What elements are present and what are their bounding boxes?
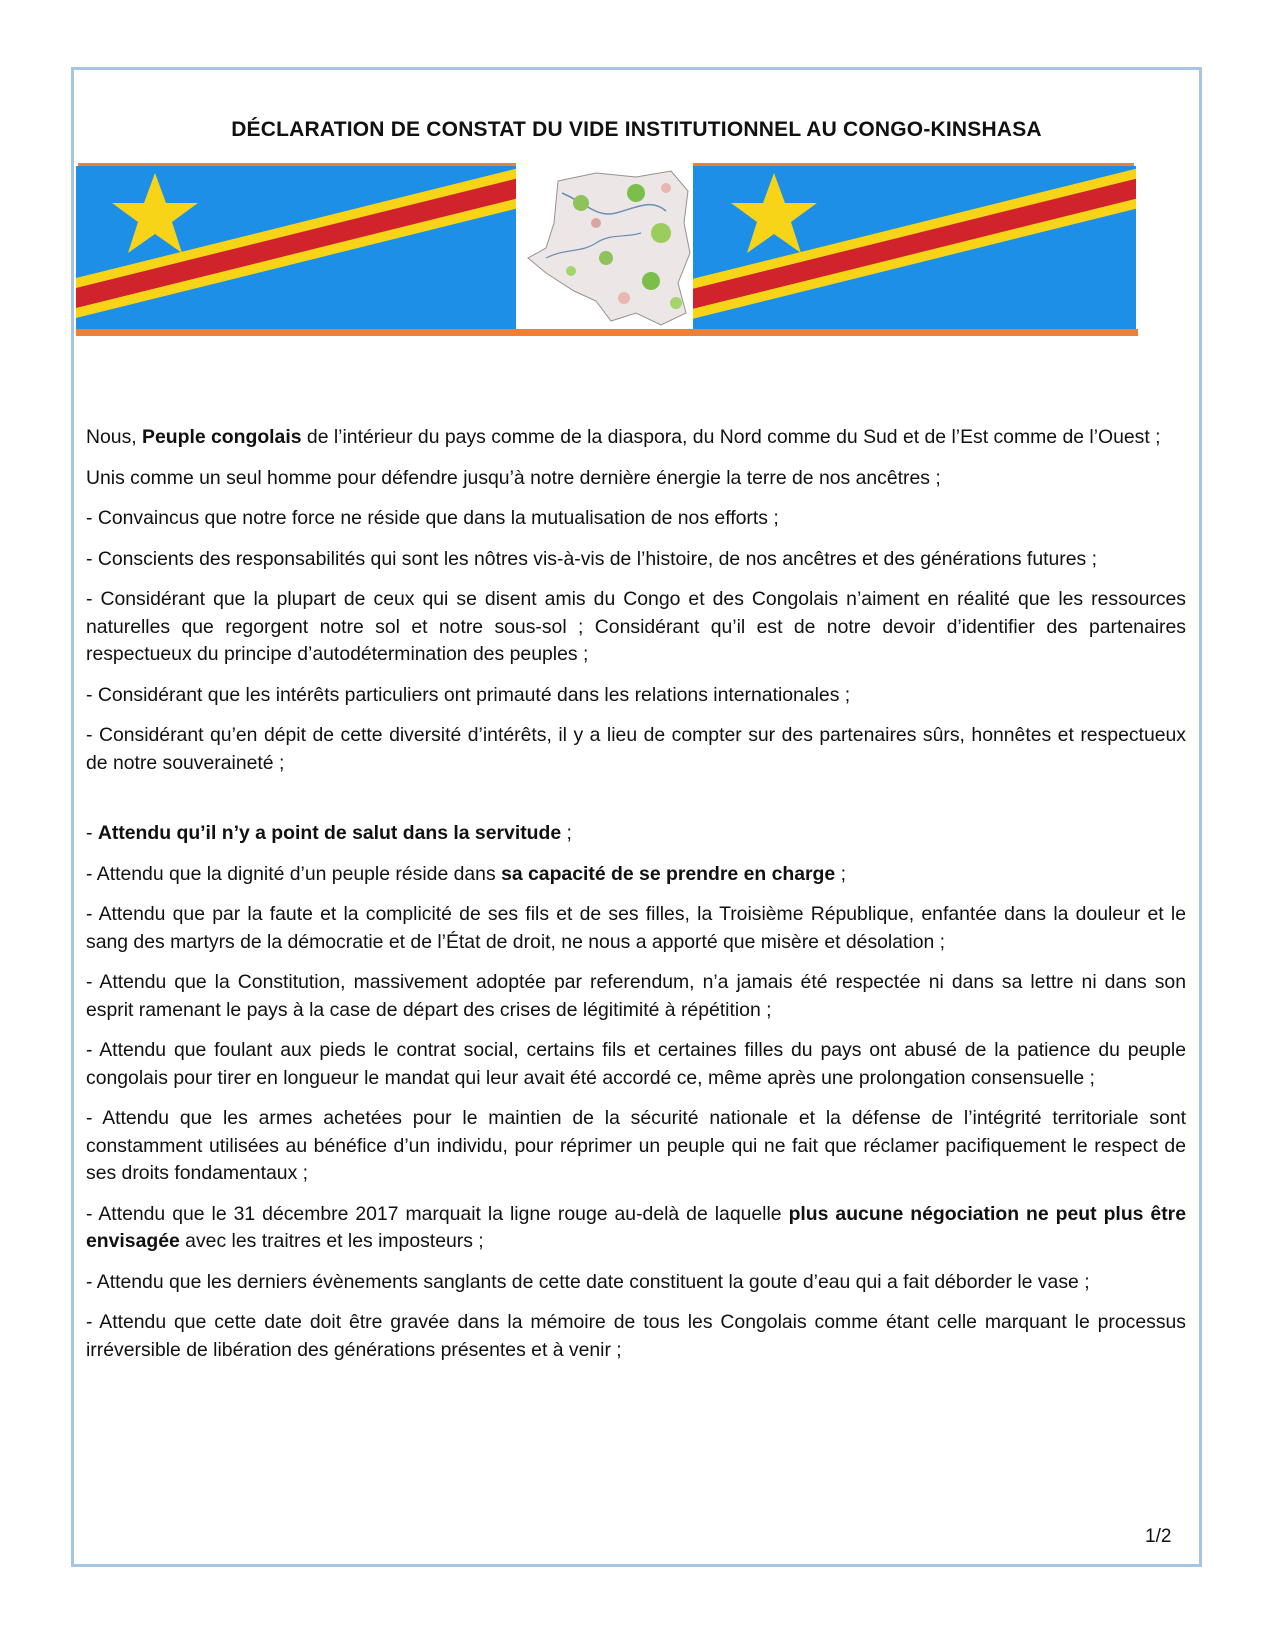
declaration-paragraph [86, 505, 1186, 533]
emphasis-text: Peuple congolais [142, 426, 302, 448]
paragraph-text: ; [835, 862, 846, 885]
paragraph-text: - Attendu que la Constitution, massivement adoptée par referendum, n’a jamais été respectée ni dans sa lettre ni dans son esprit ramenant le pays à la case de départ des crises de légitimité à répétition ; [86, 971, 1186, 1021]
declaration-paragraph [86, 682, 1186, 710]
paragraph-text: - Considérant que la plupart de ceux qui se disent amis du Congo et des Congolais n’aiment en réalité que les ressources naturelles que regorgent notre sol et notre sous-sol ; Considérant qu’il est de notre devoir d’identifier des partenaires respectueux du principe d’autodétermination des peuples ; [86, 588, 1186, 665]
paragraph-text: - Attendu que cette date doit être gravée dans la mémoire de tous les Congolais comme étant celle marquant le processus irréversible de libération des générations présentes et à venir ; [86, 1311, 1186, 1361]
declaration-paragraph [86, 465, 1186, 493]
declaration-paragraph [86, 586, 1186, 669]
drc-map-image [516, 163, 693, 333]
paragraph-text: - Conscients des responsabilités qui sont les nôtres vis-à-vis de l’histoire, de nos ancêtres et des générations futures ; [86, 547, 1097, 570]
declaration-paragraph [86, 1309, 1186, 1364]
paragraph-text: - Attendu que foulant aux pieds le contrat social, certains fils et certaines filles du pays ont abusé de la patience du peuple congolais pour tirer en longueur le mandat qui leur avait été accordé ce, même après une prolongation consensuelle ; [86, 1039, 1186, 1089]
paragraph-text: - Attendu que les derniers évènements sanglants de cette date constituent la goute d’eau qui a fait déborder le vase ; [86, 1270, 1090, 1293]
declaration-paragraph [86, 722, 1186, 777]
emphasis-text: plus aucune négociation ne peut plus être envisagée [86, 1202, 1186, 1252]
declaration-paragraph [86, 424, 1186, 452]
paragraph-text: - Attendu que les armes achetées pour le maintien de la sécurité nationale et la défense de l’intégrité territoriale sont constamment utilisées au bénéfice d’un individu, pour réprimer un peuple qui ne fait que réclamer pacifiquement le respect de ses droits fondamentaux ; [86, 1107, 1186, 1184]
declaration-body [86, 424, 1186, 1377]
paragraph-text: - Considérant qu’en dépit de cette diversité d’intérêts, il y a lieu de compter sur des partenaires sûrs, honnêtes et respectueux de notre souveraineté ; [86, 724, 1186, 774]
document-title: DÉCLARATION DE CONSTAT DU VIDE INSTITUTIONNEL AU CONGO-KINSHASA [231, 118, 1042, 141]
left-drc-flag [76, 165, 531, 333]
paragraph-text: - [86, 822, 98, 844]
paragraph-text: - Attendu que la dignité d’un peuple réside dans [86, 862, 502, 885]
declaration-paragraph [86, 1105, 1186, 1188]
declaration-paragraph [86, 901, 1186, 956]
declaration-paragraph [86, 1269, 1186, 1297]
paragraph-text: de l’intérieur du pays comme de la diaspora, du Nord comme du Sud et de l’Est comme de l’Ouest ; [301, 426, 1161, 448]
flag-banner [76, 163, 1196, 358]
paragraph-text: - Considérant que les intérêts particuliers ont primauté dans les relations internationales ; [86, 683, 851, 706]
banner-bottom-border [76, 329, 1138, 336]
right-drc-flag [676, 165, 1151, 333]
paragraph-text: Nous, [86, 426, 143, 448]
declaration-paragraph [86, 1201, 1186, 1256]
paragraph-text: ; [561, 822, 572, 844]
declaration-paragraph [86, 820, 1186, 848]
emphasis-text: sa capacité de se prendre en charge [501, 862, 836, 885]
paragraph-text: - Attendu que le 31 décembre 2017 marquait la ligne rouge au-delà de laquelle [86, 1202, 789, 1225]
paragraph-text: avec les traitres et les imposteurs ; [179, 1230, 484, 1252]
page-number: 1/2 [1145, 1526, 1172, 1547]
paragraph-text: - Convaincus que notre force ne réside que dans la mutualisation de nos efforts ; [86, 507, 779, 529]
declaration-paragraph [86, 861, 1186, 889]
declaration-paragraph [86, 546, 1186, 574]
declaration-paragraph [86, 969, 1186, 1024]
emphasis-text: Attendu qu’il n’y a point de salut dans la servitude [97, 822, 562, 844]
paragraph-text: Unis comme un seul homme pour défendre jusqu’à notre dernière énergie la terre de nos ancêtres ; [86, 466, 941, 489]
paragraph-text: - Attendu que par la faute et la complicité de ses fils et de ses filles, la Troisième République, enfantée dans la douleur et le sang des martyrs de la démocratie et de l’État de droit, ne nous a apporté que misère et désolation ; [86, 903, 1186, 953]
declaration-paragraph [86, 1037, 1186, 1092]
